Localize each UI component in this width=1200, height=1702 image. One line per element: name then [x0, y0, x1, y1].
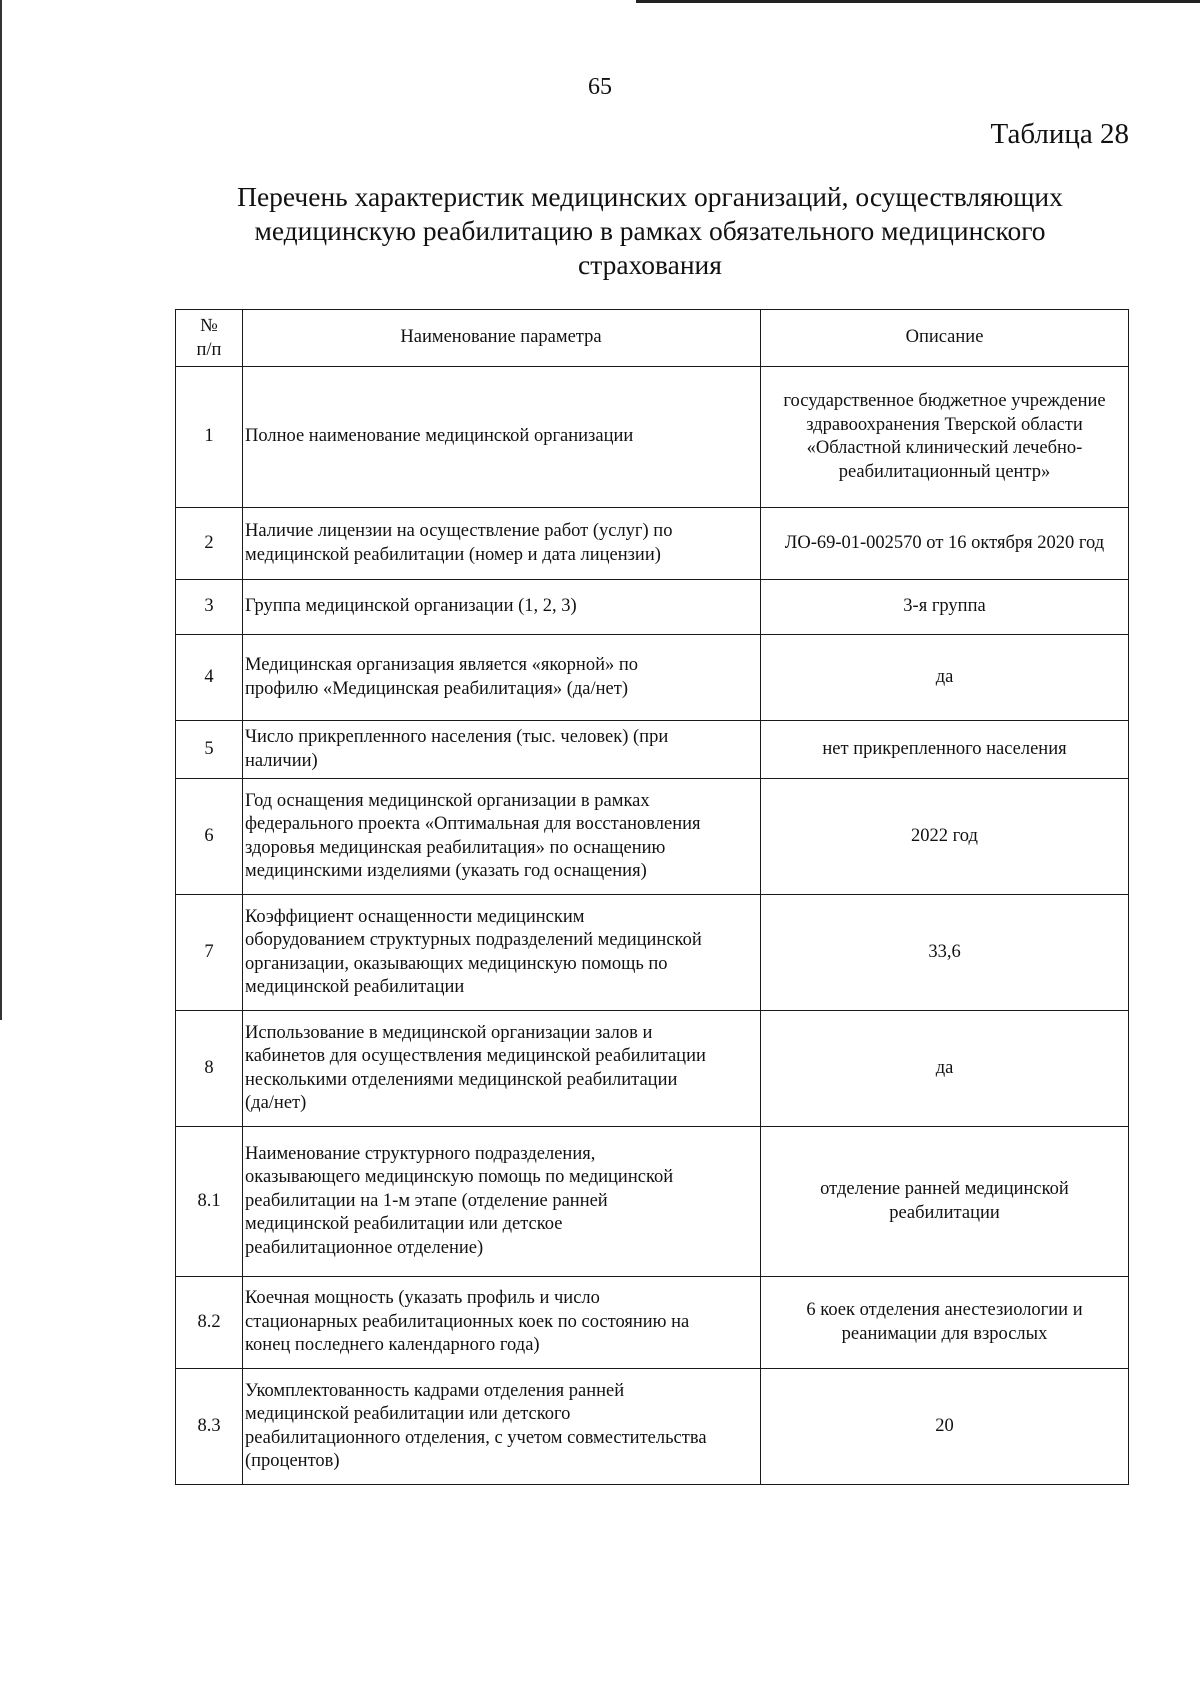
row-number: 4	[176, 635, 243, 721]
table-row	[176, 721, 1129, 779]
parameter-line: Год оснащения медицинской организации в рамках	[245, 790, 650, 811]
description-line: нет прикрепленного населения	[822, 738, 1067, 759]
table-label: Таблица 28	[990, 118, 1129, 150]
parameter-line: медицинской реабилитации или детского	[245, 1404, 571, 1424]
row-number: 7	[176, 895, 243, 1011]
parameter-name	[243, 1277, 761, 1369]
table-row	[176, 580, 1129, 635]
parameter-line: реабилитационного отделения, с учетом совместительства	[245, 1427, 707, 1448]
parameter-line: профилю «Медицинская реабилитация» (да/нет)	[245, 678, 628, 699]
description-line: отделение ранней медицинской	[820, 1179, 1069, 1199]
parameter-line: федерального проекта «Оптимальная для восстановления	[245, 814, 701, 834]
description-line: реанимации для взрослых	[841, 1323, 1048, 1344]
scan-left-edge	[0, 0, 2, 1020]
parameter-line: стационарных реабилитационных коек по состоянию на	[245, 1311, 690, 1332]
parameter-name	[243, 580, 761, 635]
parameter-line: Укомплектованность кадрами отделения ранней	[245, 1380, 625, 1401]
table-row	[176, 895, 1129, 1011]
table-row	[176, 779, 1129, 895]
row-number: 8.2	[176, 1277, 243, 1369]
description	[761, 779, 1129, 895]
parameter-line: (процентов)	[245, 1451, 340, 1471]
description-line: 2022 год	[911, 825, 978, 846]
parameter-line: медицинской реабилитации или детское	[245, 1214, 563, 1235]
parameter-line: наличии)	[245, 750, 318, 771]
description	[761, 895, 1129, 1011]
parameter-name	[243, 1011, 761, 1127]
table-body	[176, 367, 1129, 1485]
table-row	[176, 508, 1129, 580]
description	[761, 508, 1129, 580]
parameter-line: реабилитации на 1-м этапе (отделение ранней	[245, 1190, 608, 1211]
parameter-line: Полное наименование медицинской организации	[245, 426, 634, 447]
table-header-row	[176, 310, 1129, 367]
parameter-line: Коечная мощность (указать профиль и число	[245, 1288, 600, 1309]
header-number-symbol: №	[200, 316, 218, 336]
parameter-line: медицинской реабилитации (номер и дата лицензии)	[245, 544, 661, 565]
table-row	[176, 1369, 1129, 1485]
table-row	[176, 635, 1129, 721]
parameter-line: Использование в медицинской организации залов и	[245, 1022, 653, 1043]
header-number	[176, 310, 243, 367]
row-number: 6	[176, 779, 243, 895]
parameter-line: (да/нет)	[245, 1093, 307, 1113]
parameter-line: реабилитационное отделение)	[245, 1237, 484, 1258]
parameter-name	[243, 635, 761, 721]
row-number: 8	[176, 1011, 243, 1127]
description-line: 3-я группа	[903, 596, 986, 617]
table-row	[176, 1127, 1129, 1277]
row-number: 8.1	[176, 1127, 243, 1277]
description-line: 33,6	[928, 941, 961, 962]
parameter-name	[243, 779, 761, 895]
description	[761, 1011, 1129, 1127]
parameters-table	[175, 309, 1129, 1485]
description-line: да	[935, 1057, 954, 1078]
description-line: государственное бюджетное учреждение	[783, 391, 1106, 411]
parameter-line: медицинской реабилитации	[245, 977, 465, 997]
parameter-line: Группа медицинской организации (1, 2, 3)	[245, 596, 577, 617]
header-description: Описание	[761, 310, 1129, 367]
parameter-line: конец последнего календарного года)	[245, 1335, 540, 1356]
description-line: 6 коек отделения анестезиологии и	[806, 1300, 1083, 1320]
description	[761, 1127, 1129, 1277]
description-line: «Областной клинический лечебно-	[806, 438, 1083, 458]
parameter-line: организации, оказывающих медицинскую помощь по	[245, 953, 668, 974]
parameter-line: медицинскими изделиями (указать год оснащения)	[245, 861, 647, 881]
parameter-line: здоровья медицинская реабилитация» по оснащению	[245, 837, 666, 858]
scan-top-rule	[636, 0, 1200, 3]
row-number: 5	[176, 721, 243, 779]
description-line: реабилитационный центр»	[838, 461, 1051, 482]
parameter-line: оказывающего медицинскую помощь по медицинской	[245, 1167, 674, 1188]
parameter-name	[243, 508, 761, 580]
parameter-line: Коэффициент оснащенности медицинским	[245, 906, 585, 927]
description	[761, 580, 1129, 635]
description	[761, 721, 1129, 779]
document-title	[190, 180, 1110, 282]
parameter-line: кабинетов для осуществления медицинской реабилитации	[245, 1046, 706, 1066]
description	[761, 635, 1129, 721]
header-parameter: Наименование параметра	[243, 310, 761, 367]
parameter-name	[243, 1127, 761, 1277]
row-number: 1	[176, 367, 243, 508]
description	[761, 1277, 1129, 1369]
table-row	[176, 1277, 1129, 1369]
parameter-name	[243, 1369, 761, 1485]
description-line: здравоохранения Тверской области	[806, 414, 1083, 435]
table-row	[176, 1011, 1129, 1127]
parameter-line: Наличие лицензии на осуществление работ (услуг) по	[245, 521, 673, 541]
table-row	[176, 367, 1129, 508]
parameter-line: Медицинская организация является «якорной» по	[245, 655, 638, 675]
row-number: 8.3	[176, 1369, 243, 1485]
title-line: страхования	[578, 249, 722, 280]
title-line: медицинскую реабилитацию в рамках обязательного медицинского	[254, 215, 1046, 246]
parameter-line: несколькими отделениями медицинской реабилитации	[245, 1069, 678, 1090]
parameter-line: Число прикрепленного населения (тыс. человек) (при	[245, 727, 669, 747]
parameter-name	[243, 367, 761, 508]
parameter-line: оборудованием структурных подразделений медицинской	[245, 930, 702, 950]
page-number: 65	[588, 74, 612, 100]
parameter-name	[243, 895, 761, 1011]
header-number-abbr: п/п	[196, 340, 222, 360]
description-line: ЛО-69-01-002570 от 16 октября 2020 год	[784, 532, 1105, 553]
description	[761, 1369, 1129, 1485]
row-number: 2	[176, 508, 243, 580]
description	[761, 367, 1129, 508]
parameter-name	[243, 721, 761, 779]
parameter-line: Наименование структурного подразделения,	[245, 1143, 596, 1164]
title-line: Перечень характеристик медицинских организаций, осуществляющих	[237, 181, 1063, 212]
row-number: 3	[176, 580, 243, 635]
description-line: реабилитации	[889, 1202, 1000, 1223]
description-line: да	[935, 666, 954, 687]
description-line: 20	[935, 1415, 954, 1436]
